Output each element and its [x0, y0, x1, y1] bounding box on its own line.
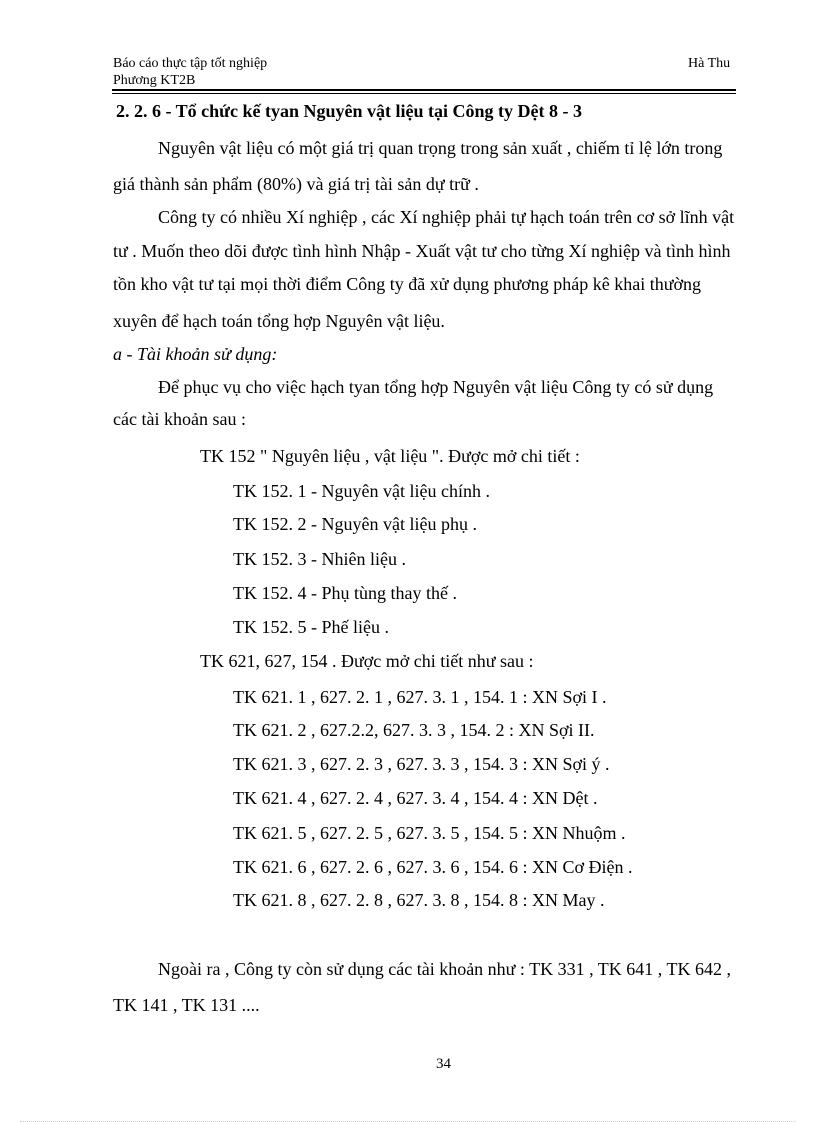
paragraph-1-line-1: Nguyên vật liệu có một giá trị quan trọng trong sản xuất , chiếm tỉ lệ lớn trong — [158, 138, 723, 158]
paragraph-4-line-2: TK 141 , TK 131 .... — [113, 995, 260, 1015]
tk621-item: TK 621. 1 , 627. 2. 1 , 627. 3. 1 , 154. 1 : XN Sợi I . — [233, 687, 607, 707]
tk621-item: TK 621. 8 , 627. 2. 8 , 627. 3. 8 , 154. 8 : XN May . — [233, 890, 605, 910]
tk152-item: TK 152. 4 - Phụ tùng thay thế . — [233, 583, 457, 603]
paragraph-1-line-2: giá thành sản phẩm (80%) và giá trị tài sản dự trữ . — [113, 174, 479, 194]
paragraph-3-line-1: Để phục vụ cho việc hạch tyan tổng hợp Nguyên vật liệu Công ty có sử dụng — [158, 377, 714, 397]
page-number: 34 — [436, 1056, 451, 1072]
tk621-item: TK 621. 3 , 627. 2. 3 , 627. 3. 3 , 154. 3 : XN Sợi ý . — [233, 754, 610, 774]
tk152-item: TK 152. 5 - Phế liệu . — [233, 617, 389, 637]
paragraph-3-line-2: các tài khoản sau : — [113, 409, 246, 429]
tk621-item: TK 621. 5 , 627. 2. 5 , 627. 3. 5 , 154. 5 : XN Nhuộm . — [233, 823, 626, 843]
section-heading: 2. 2. 6 - Tổ chức kế tyan Nguyên vật liệu tại Công ty Dệt 8 - 3 — [116, 101, 582, 121]
header-rule-thick — [112, 89, 736, 91]
tk152-item: TK 152. 3 - Nhiên liệu . — [233, 549, 406, 569]
subsection-a-heading: a - Tài khoản sử dụng: — [113, 344, 278, 364]
header-left — [113, 55, 267, 89]
tk152-item: TK 152. 2 - Nguyên vật liệu phụ . — [233, 514, 477, 534]
paragraph-2-line-2: tư . Muốn theo dõi được tình hình Nhập - Xuất vật tư cho từng Xí nghiệp và tình hình — [113, 241, 731, 261]
tk621-item: TK 621. 4 , 627. 2. 4 , 627. 3. 4 , 154. 4 : XN Dệt . — [233, 788, 598, 808]
paragraph-2-line-4: xuyên để hạch toán tổng hợp Nguyên vật liệu. — [113, 311, 445, 331]
paragraph-2-line-1: Công ty có nhiều Xí nghiệp , các Xí nghiệp phải tự hạch toán trên cơ sở lĩnh vật — [158, 207, 735, 227]
tk621-item: TK 621. 6 , 627. 2. 6 , 627. 3. 6 , 154. 6 : XN Cơ Điện . — [233, 857, 633, 877]
tk621-item: TK 621. 2 , 627.2.2, 627. 3. 3 , 154. 2 : XN Sợi II. — [233, 720, 595, 740]
header-rule-thin — [112, 93, 736, 94]
tk152-intro: TK 152 " Nguyên liệu , vật liệu ". Được mở chi tiết : — [200, 446, 580, 466]
author-class: Phương KT2B — [113, 73, 196, 88]
report-title: Báo cáo thực tập tốt nghiệp — [113, 56, 268, 71]
paragraph-2-line-3: tồn kho vật tư tại mọi thời điểm Công ty đã xử dụng phương pháp kê khai thường — [113, 274, 702, 294]
author-name: Hà Thu — [688, 56, 731, 71]
tk621-intro: TK 621, 627, 154 . Được mở chi tiết như sau : — [200, 651, 534, 671]
paragraph-4-line-1: Ngoài ra , Công ty còn sử dụng các tài khoản như : TK 331 , TK 641 , TK 642 , — [158, 959, 731, 979]
page-bottom-border — [20, 1121, 796, 1122]
tk152-item: TK 152. 1 - Nguyên vật liệu chính . — [233, 481, 490, 501]
